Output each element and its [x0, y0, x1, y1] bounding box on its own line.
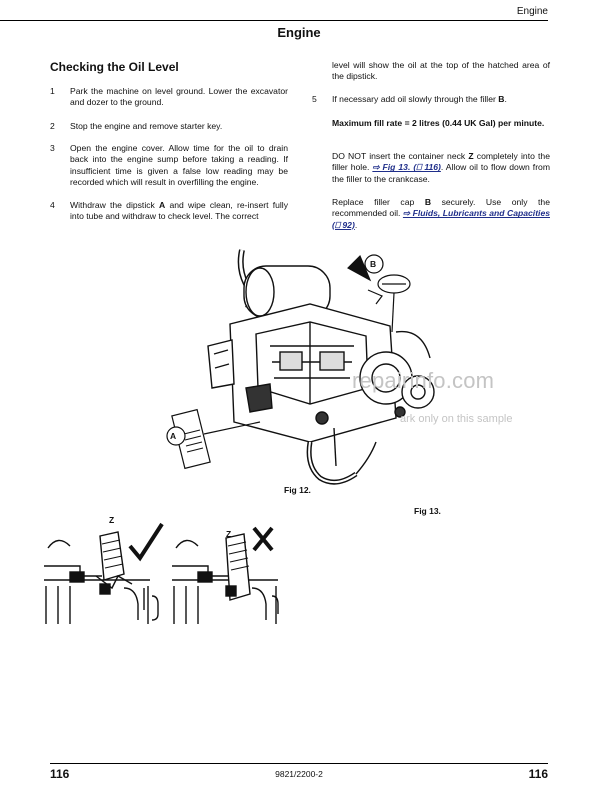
- step-number: 5: [312, 94, 317, 104]
- callout-b: B: [370, 259, 377, 269]
- step-text: If necessary add oil slowly through the filler B.: [332, 94, 507, 104]
- fig13-label: Fig 13.: [414, 506, 441, 516]
- step-number: 2: [50, 121, 55, 131]
- step-text: Stop the engine and remove starter key.: [70, 121, 223, 131]
- step-text: Park the machine on level ground. Lower the excavator and dozer to the ground.: [70, 86, 288, 108]
- section-heading: Checking the Oil Level: [50, 60, 179, 74]
- filler-neck-illustration: [40, 514, 290, 624]
- step-number: 1: [50, 86, 55, 96]
- header-rule: [0, 20, 548, 21]
- footer-rule: [50, 763, 548, 764]
- watermark-sample-note: ark only on this sample: [400, 413, 513, 425]
- engine-illustration: [160, 238, 460, 488]
- page-number-left: 116: [50, 767, 70, 781]
- step-5: [312, 94, 550, 106]
- watermark-domain: repairinfo.com: [352, 368, 495, 393]
- callout-z-correct: Z: [109, 515, 115, 525]
- header-section-name: Engine: [516, 6, 548, 17]
- step-3: [50, 143, 288, 191]
- donot-insert-warning: DO NOT insert the container neck Z completely into the filler hole. ⇨ Fig 13. (⎕ 116). Allow oil to flow down from the filler to the crankcase.: [332, 151, 550, 184]
- replace-cap-text: Replace filler cap B securely. Use only the recommended oil. ⇨ Fluids, Lubricants and Capacities (⎕ 92).: [332, 197, 550, 230]
- document-code: 9821/2200-2: [275, 769, 323, 779]
- fig12-label: Fig 12.: [284, 485, 311, 495]
- step-2: [50, 121, 288, 133]
- continuation-text: level will show the oil at the top of the hatched area of the dipstick.: [332, 60, 550, 82]
- callout-a: A: [170, 431, 177, 441]
- step-4: [50, 200, 288, 224]
- callout-z-incorrect: Z: [226, 529, 232, 539]
- fig13-link[interactable]: ⇨ Fig 13. (⎕ 116): [372, 162, 441, 173]
- page-number-right: 116: [528, 767, 548, 781]
- fluids-link[interactable]: ⇨ Fluids, Lubricants and Capacities (⎕ 92): [332, 208, 550, 230]
- step-text: Withdraw the dipstick A and wipe clean, re-insert fully into tube and withdraw to check level. The correct: [70, 200, 288, 222]
- page-title: Engine: [277, 25, 321, 40]
- step-1: [50, 86, 288, 110]
- max-fill-rate: Maximum fill rate = 2 litres (0.44 UK Gal) per minute.: [332, 118, 545, 128]
- step-number: 3: [50, 143, 55, 153]
- step-number: 4: [50, 200, 55, 210]
- step-text: Open the engine cover. Allow time for the oil to drain back into the engine sump before taking a reading. If insufficient time is given a false low reading may be recorded which will result in overfilling the engine.: [70, 143, 288, 187]
